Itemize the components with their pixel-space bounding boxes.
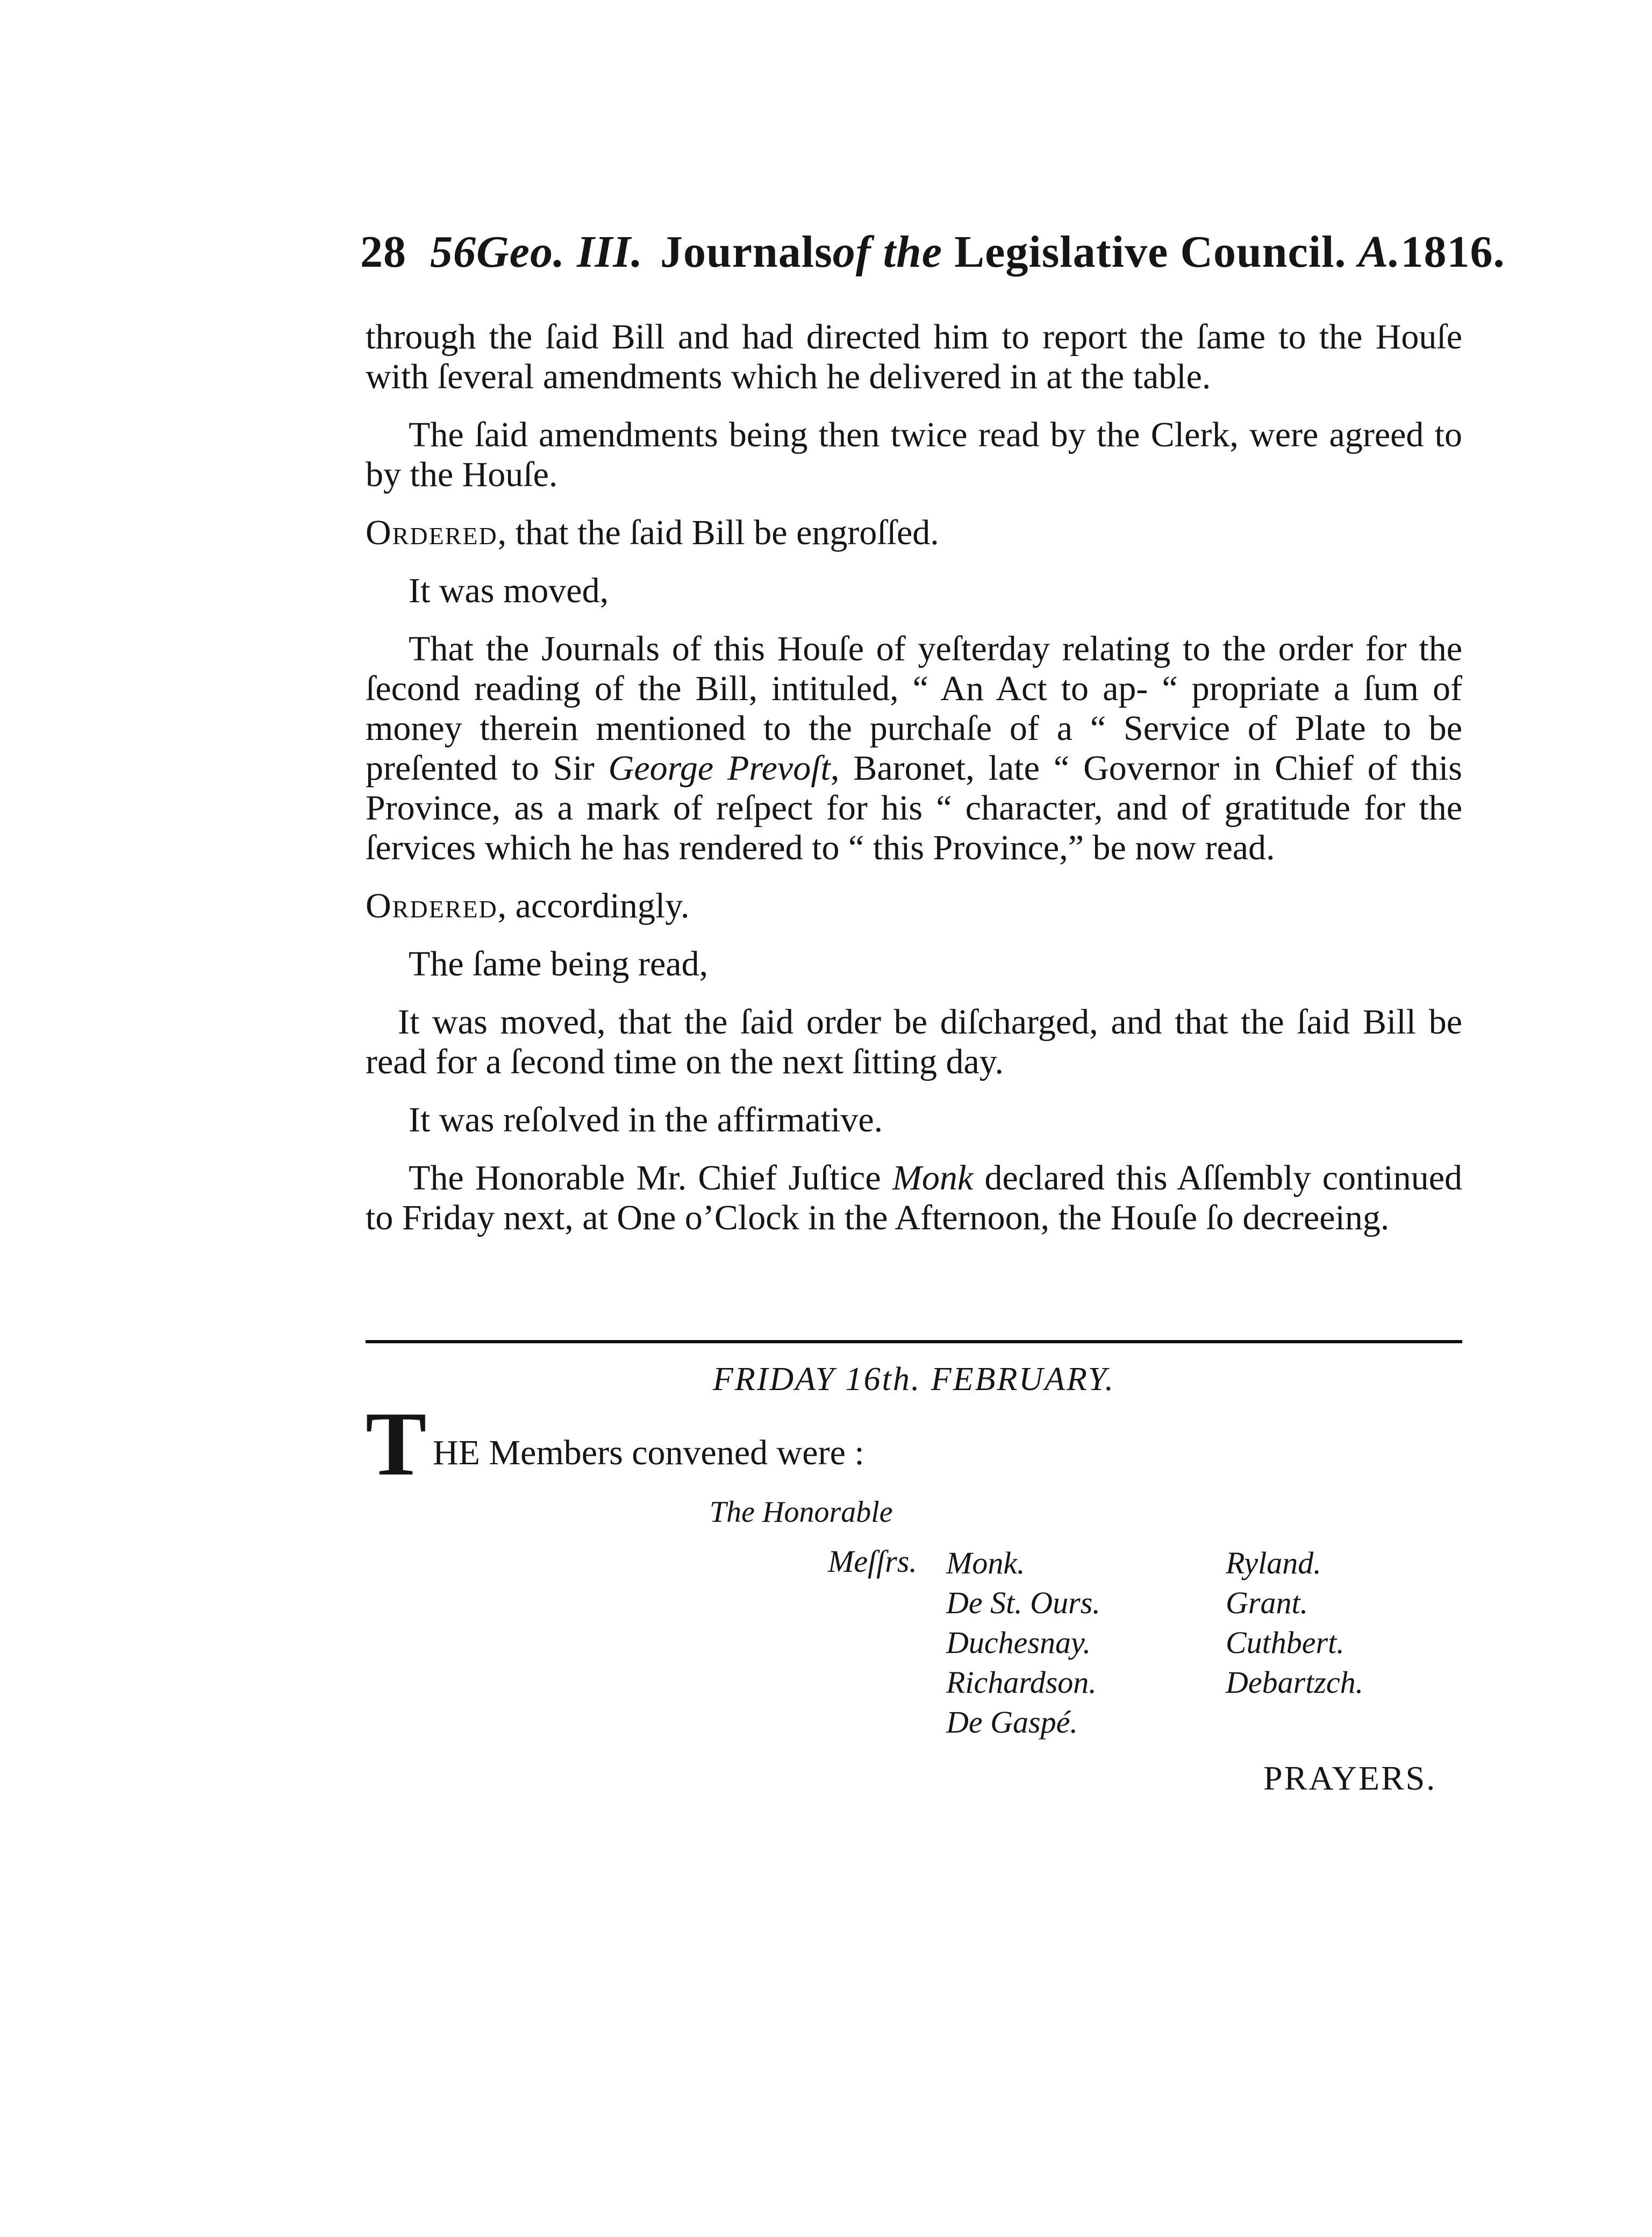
ordered-text-2: , accordingly.: [497, 886, 690, 925]
adjourned-text-a: The Honorable Mr. Chief Juſtice: [409, 1158, 892, 1198]
ordered-label-2: Ordered: [366, 886, 498, 925]
paragraph-adjourned: [366, 1158, 1462, 1238]
ordered-label: Ordered: [366, 513, 498, 552]
paragraph-moved: It was moved,: [409, 571, 609, 610]
motion-text-b: , Baronet, late “ Governor in Chief of this Province, as a mark of reſpect for his “ character, and of gratitude for the ſervices which he has rendered to “ this Province,” be now read.: [366, 749, 1462, 867]
running-header: [360, 226, 1505, 285]
paragraph-discharged: It was moved, that the ſaid order be diſcharged, and that the ſaid Bill be read for a ſecond time on the next ſitting day.: [366, 1002, 1462, 1081]
journal-body: [366, 317, 1462, 1256]
member-name: Monk.: [946, 1545, 1025, 1580]
section-divider: [366, 1340, 1462, 1343]
member-name: De St. Ours.: [946, 1585, 1100, 1620]
paragraph-amendments: The ſaid amendments being then twice read by the Clerk, were agreed to by the Houſe.: [366, 415, 1462, 494]
ordered-text: , that the ſaid Bill be engroſſed.: [497, 513, 939, 552]
header-a: A.: [1358, 227, 1401, 277]
paragraph-being-read: The ſame being read,: [409, 944, 709, 984]
honorable-label: The Honorable: [710, 1495, 893, 1529]
drop-cap: T: [366, 1393, 427, 1494]
member-name: Richardson.: [946, 1665, 1097, 1700]
header-of-the: of the: [832, 227, 943, 277]
adjourned-text-b: declared this Aſſembly continued to Friday next, at One o’Clock in the Afternoon, the Houſe ſo decreeing.: [366, 1158, 1462, 1237]
page-number: 28: [360, 227, 406, 277]
paragraph-resolved: It was reſolved in the affirmative.: [409, 1100, 883, 1139]
member-name: Grant.: [1226, 1585, 1308, 1620]
member-name: Duchesnay.: [946, 1625, 1091, 1660]
motion-text-a: That the Journals of this Houſe of yeſterday relating to the order for the ſecond reading of the Bill, intituled, “ An Act to ap- “ propriate a ſum of money therein mentioned to the purchaſe of a “ Service of Plate to be preſented to Sir: [366, 629, 1462, 788]
members-column-1: [946, 1543, 1100, 1742]
header-year: 1816.: [1400, 227, 1505, 277]
member-name: Ryland.: [1226, 1545, 1321, 1580]
member-name: Cuthbert.: [1226, 1625, 1345, 1660]
messrs-label: Meſſrs.: [828, 1544, 917, 1579]
paragraph-motion: [366, 629, 1462, 868]
paragraph-committee-report: through the ſaid Bill and had directed him to report the ſame to the Houſe with ſeveral amendments which he delivered in at the table.: [366, 317, 1462, 396]
motion-name: George Prevoſt: [608, 749, 831, 788]
member-name: Debartzch.: [1226, 1665, 1364, 1700]
members-intro: [366, 1393, 1462, 1494]
header-council: Legislative Council.: [954, 227, 1347, 277]
paragraph-ordered-engrossed: [366, 513, 1462, 553]
paragraph-ordered-accordingly: [366, 886, 1462, 926]
header-journals: Journals: [660, 227, 833, 277]
members-text: HE Members convened were :: [433, 1433, 864, 1472]
date-heading: FRIDAY 16th. FEBRUARY.: [713, 1361, 1115, 1398]
adjourned-name: Monk: [892, 1158, 974, 1198]
members-column-2: [1226, 1543, 1363, 1702]
regnal-year: 56Geo. III.: [430, 227, 643, 277]
prayers-catchword: PRAYERS.: [1263, 1759, 1437, 1797]
member-name: De Gaspé.: [946, 1705, 1078, 1740]
